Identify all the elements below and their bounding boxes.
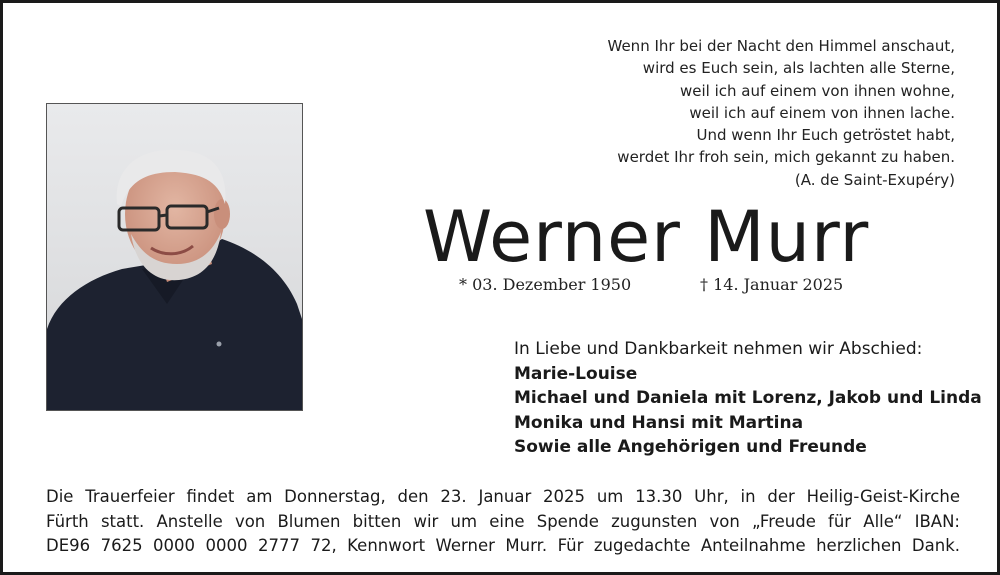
funeral-details: [46, 485, 960, 559]
birth-date: * 03. Dezember 1950: [459, 275, 632, 294]
mourner-line: Michael und Daniela mit Lorenz, Jakob und Linda: [514, 388, 982, 409]
farewell-section: [514, 337, 982, 460]
farewell-intro: In Liebe und Dankbarkeit nehmen wir Abschied:: [514, 339, 923, 359]
poem-line: werdet Ihr froh sein, mich gekannt zu haben.: [617, 148, 955, 167]
poem-line: Und wenn Ihr Euch getröstet habt,: [696, 126, 955, 145]
mourner-line: Monika und Hansi mit Martina: [514, 412, 804, 433]
death-date: † 14. Januar 2025: [700, 275, 844, 294]
portrait-illustration: [47, 104, 302, 410]
poem-quote: [495, 35, 955, 191]
mourner-line: Marie-Louise: [514, 363, 638, 384]
portrait-photo: [46, 103, 303, 411]
funeral-line: DE96 7625 0000 0000 2777 72, Kennwort Werner Murr. Für zugedachte Anteilnahme herzlichen Dank.: [46, 536, 960, 555]
poem-line: wird es Euch sein, als lachten alle Sterne,: [642, 59, 955, 78]
poem-line: weil ich auf einem von ihnen wohne,: [679, 81, 955, 100]
poem-attribution: (A. de Saint-Exupéry): [794, 170, 955, 189]
poem-line: weil ich auf einem von ihnen lache.: [689, 103, 955, 122]
funeral-line: Fürth statt. Anstelle von Blumen bitten wir um eine Spende zugunsten von „Freude für Alle“ IBAN:: [46, 511, 960, 531]
poem-line: Wenn Ihr bei der Nacht den Himmel anschaut,: [607, 37, 955, 55]
funeral-line: Die Trauerfeier findet am Donnerstag, den 23. Januar 2025 um 13.30 Uhr, in der Heilig-Geist-Kirche: [46, 487, 960, 506]
mourner-line: Sowie alle Angehörigen und Freunde: [514, 437, 867, 458]
deceased-name: Werner Murr: [423, 196, 870, 278]
